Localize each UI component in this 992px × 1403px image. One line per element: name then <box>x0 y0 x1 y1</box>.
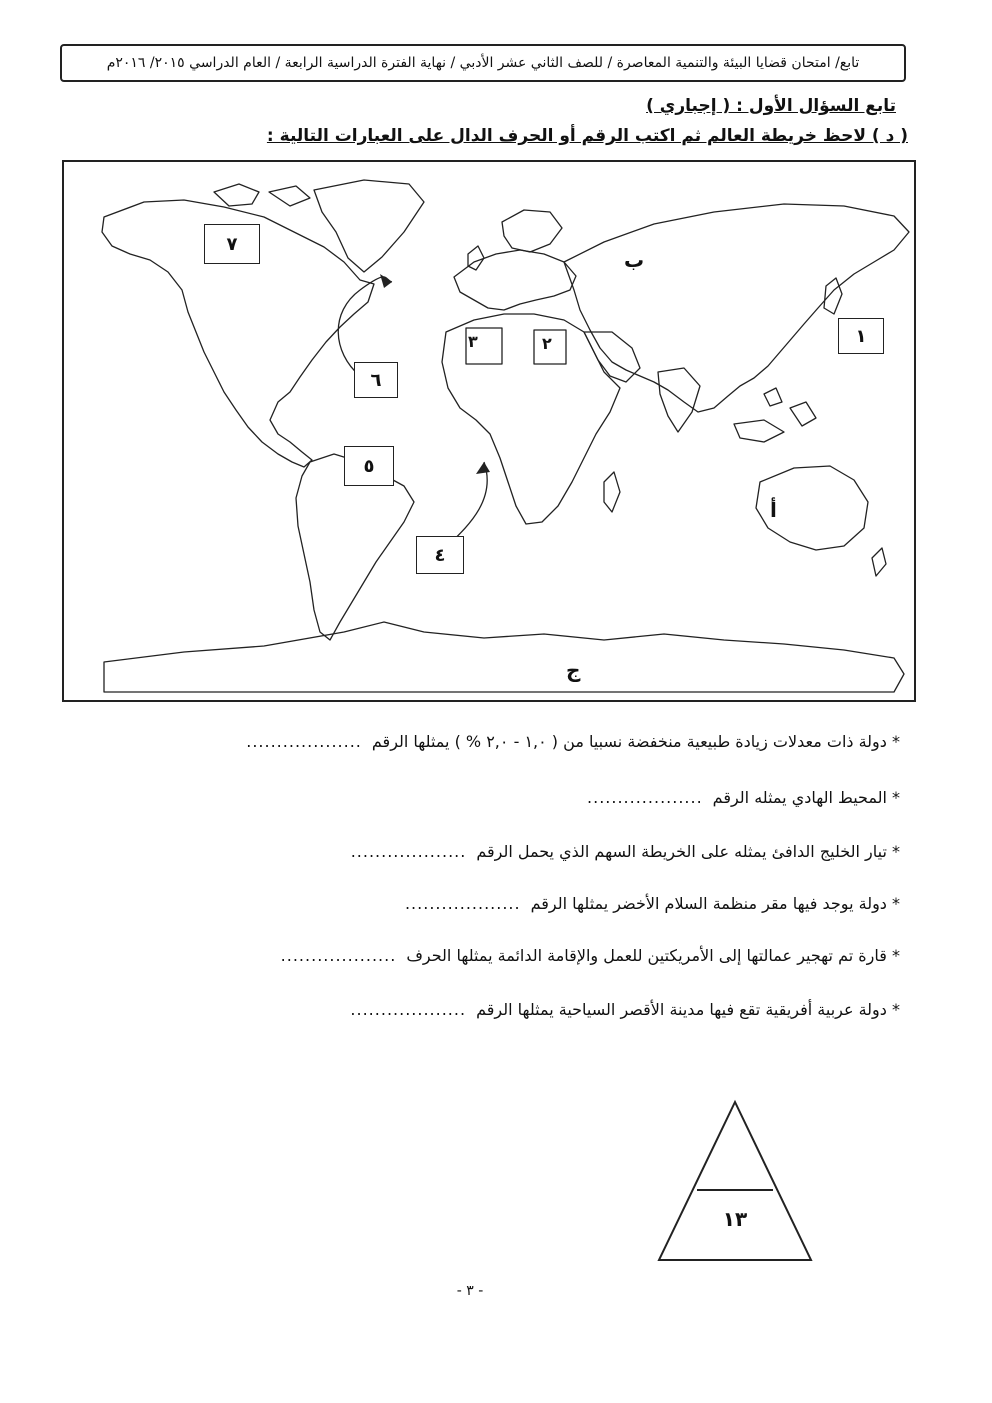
statement-6 <box>350 1000 900 1019</box>
question-instruction: ( د ) لاحظ خريطة العالم ثم اكتب الرقم أو الحرف الدال على العبارات التالية : <box>266 126 908 146</box>
statement-text: * دولة ذات معدلات زيادة طبيعية منخفضة نسبيا من ( ١,٠ - ٢,٠ % ) يمثلها الرقم <box>371 732 900 751</box>
statement-5 <box>281 946 900 965</box>
statement-text: * قارة تم تهجير عمالتها إلى الأمريكتين للعمل والإقامة الدائمة يمثلها الحرف <box>406 946 900 965</box>
world-map-outline <box>64 162 914 700</box>
statement-1 <box>246 732 900 751</box>
map-label-2: ٢ <box>542 334 552 353</box>
answer-blank[interactable]: ................... <box>280 946 397 965</box>
answer-blank[interactable]: ................... <box>246 732 362 751</box>
map-label-6: ٦ <box>354 362 398 398</box>
map-label-5: ٥ <box>344 446 394 486</box>
page-number: - ٣ - <box>456 1283 484 1299</box>
answer-blank[interactable]: ................... <box>587 788 703 807</box>
question-title: تابع السؤال الأول : ( إجباري ) <box>646 96 896 116</box>
map-letter-j: ج <box>566 658 581 682</box>
statement-3 <box>351 842 900 861</box>
statement-text: * دولة يوجد فيها مقر منظمة السلام الأخضر يمثلها الرقم <box>530 894 900 913</box>
map-letter-b: ب <box>624 248 645 272</box>
statement-text: * تيار الخليج الدافئ يمثله على الخريطة السهم الذي يحمل الرقم <box>476 842 900 861</box>
world-map <box>62 160 916 702</box>
answer-blank[interactable]: ................... <box>350 1000 467 1019</box>
exam-header <box>60 44 906 82</box>
statement-text: * دولة عربية أفريقية تقع فيها مدينة الأقصر السياحية يمثلها الرقم <box>476 1000 900 1019</box>
answer-blank[interactable]: ................... <box>350 842 467 861</box>
statement-text: * المحيط الهادي يمثله الرقم <box>712 788 900 807</box>
map-label-1: ١ <box>838 318 884 354</box>
grade-total: ١٣ <box>722 1207 748 1231</box>
map-letter-a: أ <box>770 498 777 522</box>
answer-blank[interactable]: ................... <box>404 894 521 913</box>
statement-2 <box>587 788 900 807</box>
grade-pyramid <box>655 1098 815 1264</box>
map-label-3: ٣ <box>468 332 478 351</box>
exam-header-text: تابع/ امتحان قضايا البيئة والتنمية المعاصرة / للصف الثاني عشر الأدبي / نهاية الفترة الدراسية الرابعة / العام الدراسي ٢٠١٥/ ٢٠١٦م <box>106 55 860 71</box>
map-label-7: ٧ <box>204 224 260 264</box>
map-label-4: ٤ <box>416 536 464 574</box>
statement-4 <box>405 894 900 913</box>
